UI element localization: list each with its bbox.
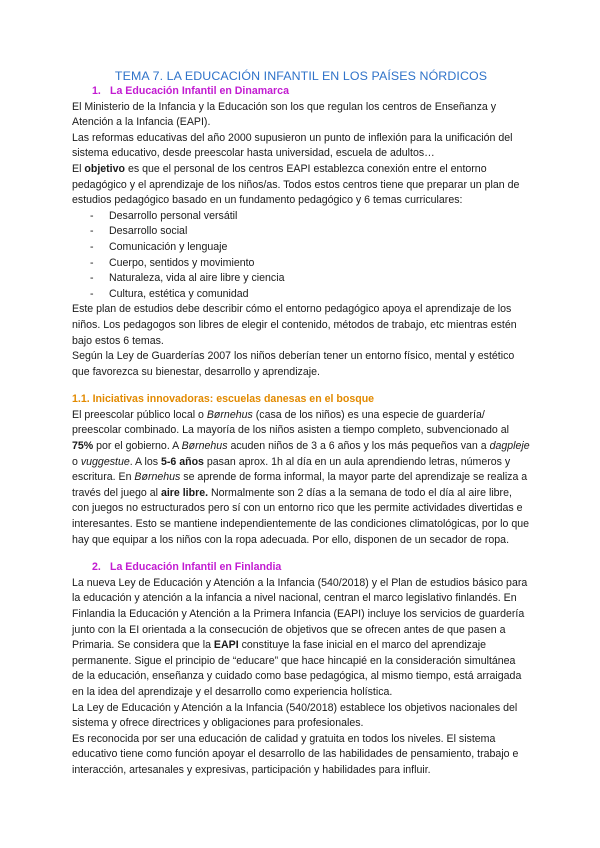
text-run-italic: Børnehus <box>134 471 181 484</box>
text-run: El <box>72 162 85 175</box>
section-1-1-paragraph <box>72 408 530 548</box>
text-run: (casa de los niños) es una especie de guardería/ preescolar combinado. La mayoría de los niños asisten a tiempo completo, subvencionado al <box>72 408 509 437</box>
section-2-heading <box>72 560 530 576</box>
text-run: El preescolar público local o <box>72 408 207 421</box>
text-run: pasan aprox. 1h al día en un aula aprendiendo letras, números y escritura. En <box>72 455 511 484</box>
section-1-heading-text: La Educación Infantil en Dinamarca <box>110 85 289 97</box>
text-run-italic: Børnehus <box>206 408 253 421</box>
list-item: - Desarrollo social <box>72 224 530 240</box>
text-run: o <box>72 455 81 468</box>
text-run: por el gobierno. A <box>93 440 182 453</box>
text-run: La nueva Ley de Educación y Atención a la Infancia (540/2018) y el Plan de estudios básico para la educación y atención a la infancia a nivel nacional, centran el marco legislativo finlandés. En Finlandia la Educación y Atención a la Primera Infancia (EAPI) incluye los servicios de guardería junto con la EI orientada a la consecución de objetivos que se ofrecen antes de que pasen a Primaria. Se considera que la <box>72 576 528 652</box>
text-run-italic: vuggestue <box>80 455 130 468</box>
section-2-paragraph-1 <box>72 576 530 701</box>
section-2-paragraph-2: La Ley de Educación y Atención a la Infancia (540/2018) establece los objetivos nacionales del sistema y ofrece directrices y obligaciones para profesionales. <box>72 701 518 730</box>
text-run-italic: Børnehus <box>181 440 228 453</box>
document-page <box>72 68 530 779</box>
text-run: se aprende de forma informal, la mayor parte del aprendizaje se realiza a través del juego al <box>72 471 528 499</box>
section-1-paragraph-5: Según la Ley de Guarderías 2007 los niños deberían tener un entorno físico, mental y estético que favorezca su bienestar, desarrollo y aprendizaje. <box>72 350 515 378</box>
text-run-bold: objetivo <box>84 162 125 175</box>
text-run-bold: EAPI <box>213 639 239 652</box>
list-item: - Desarrollo personal versátil <box>72 209 530 225</box>
text-run-bold: aire libre. <box>160 486 209 499</box>
list-item: - Naturaleza, vida al aire libre y ciencia <box>72 271 530 287</box>
text-run-bold: 5-6 años <box>160 455 204 468</box>
section-1-paragraph-1: El Ministerio de la Infancia y la Educación son los que regulan los centros de Enseñanza y Atención a la Infancia (EAPI). <box>72 100 496 129</box>
document-title: TEMA 7. LA EDUCACIÓN INFANTIL EN LOS PAÍSES NÓRDICOS <box>114 69 488 83</box>
section-1-paragraph-2: Las reformas educativas del año 2000 supusieron un punto de inflexión para la unificación del sistema educativo, desde preescolar hasta universidad, escuela de adultos… <box>72 131 513 160</box>
text-run: acuden niños de 3 a 6 años y los más pequeños van a <box>227 440 490 453</box>
list-item: - Comunicación y lenguaje <box>72 240 530 256</box>
text-run-italic: dagpleje <box>489 440 530 453</box>
text-run: Normalmente son 2 días a la semana de todo el día al aire libre, con juegos no estructurados pero sí con un entorno rico que les permite actividades divertidas e interesantes. Esto se mantiene independientemente de las condiciones climatológicas, por lo que hay que equipar a los niños con la ropa adecuada. Por ello, disponen de un secador de ropa. <box>72 486 529 546</box>
section-2-heading-text: La Educación Infantil en Finlandia <box>110 561 282 574</box>
section-1-number: 1. <box>92 85 101 97</box>
section-2-number: 2. <box>92 561 101 574</box>
section-1-heading <box>72 84 530 100</box>
text-run: constituye la fase inicial en el marco del aprendizaje permanente. Sigue el principio de “educare” que hace hincapié en la consideración simultánea de la educación, enseñanza y cuidado como base pedagógica, al mismo tiempo, está arraigada en la idea del aprendizaje y el desarrollo como experiencia holística. <box>72 639 522 698</box>
section-1-paragraph-4: Este plan de estudios debe describir cómo el entorno pedagógico apoya el aprendizaje de los niños. Los pedagogos son libres de elegir el contenido, métodos de trabajo, etc mientras estén bajo estos 6 temas. <box>72 303 517 347</box>
text-run: . A los <box>129 455 161 468</box>
list-item: - Cultura, estética y comunidad <box>72 287 530 303</box>
section-1-1-heading: 1.1. Iniciativas innovadoras: escuelas danesas en el bosque <box>72 393 375 406</box>
curricular-topics-list <box>72 209 530 303</box>
section-1-paragraph-3 <box>72 162 530 209</box>
text-run-bold: 75% <box>72 440 94 453</box>
text-run: es que el personal de los centros EAPI establezca conexión entre el entorno pedagógico y el aprendizaje de los niños/as. Todos estos centros tiene que preparar un plan de estudios pedagógico basado en un fundamento pedagógico y 6 temas curriculares: <box>72 162 520 207</box>
section-2-paragraph-3: Es reconocida por ser una educación de calidad y gratuita en todos los niveles. El sistema educativo tiene como función apoyar el desarrollo de las habilidades de pensamiento, trabajo e interacción, artesanales y expresivas, participación y habilidades para influir. <box>72 732 519 776</box>
list-item: - Cuerpo, sentidos y movimiento <box>72 256 530 272</box>
